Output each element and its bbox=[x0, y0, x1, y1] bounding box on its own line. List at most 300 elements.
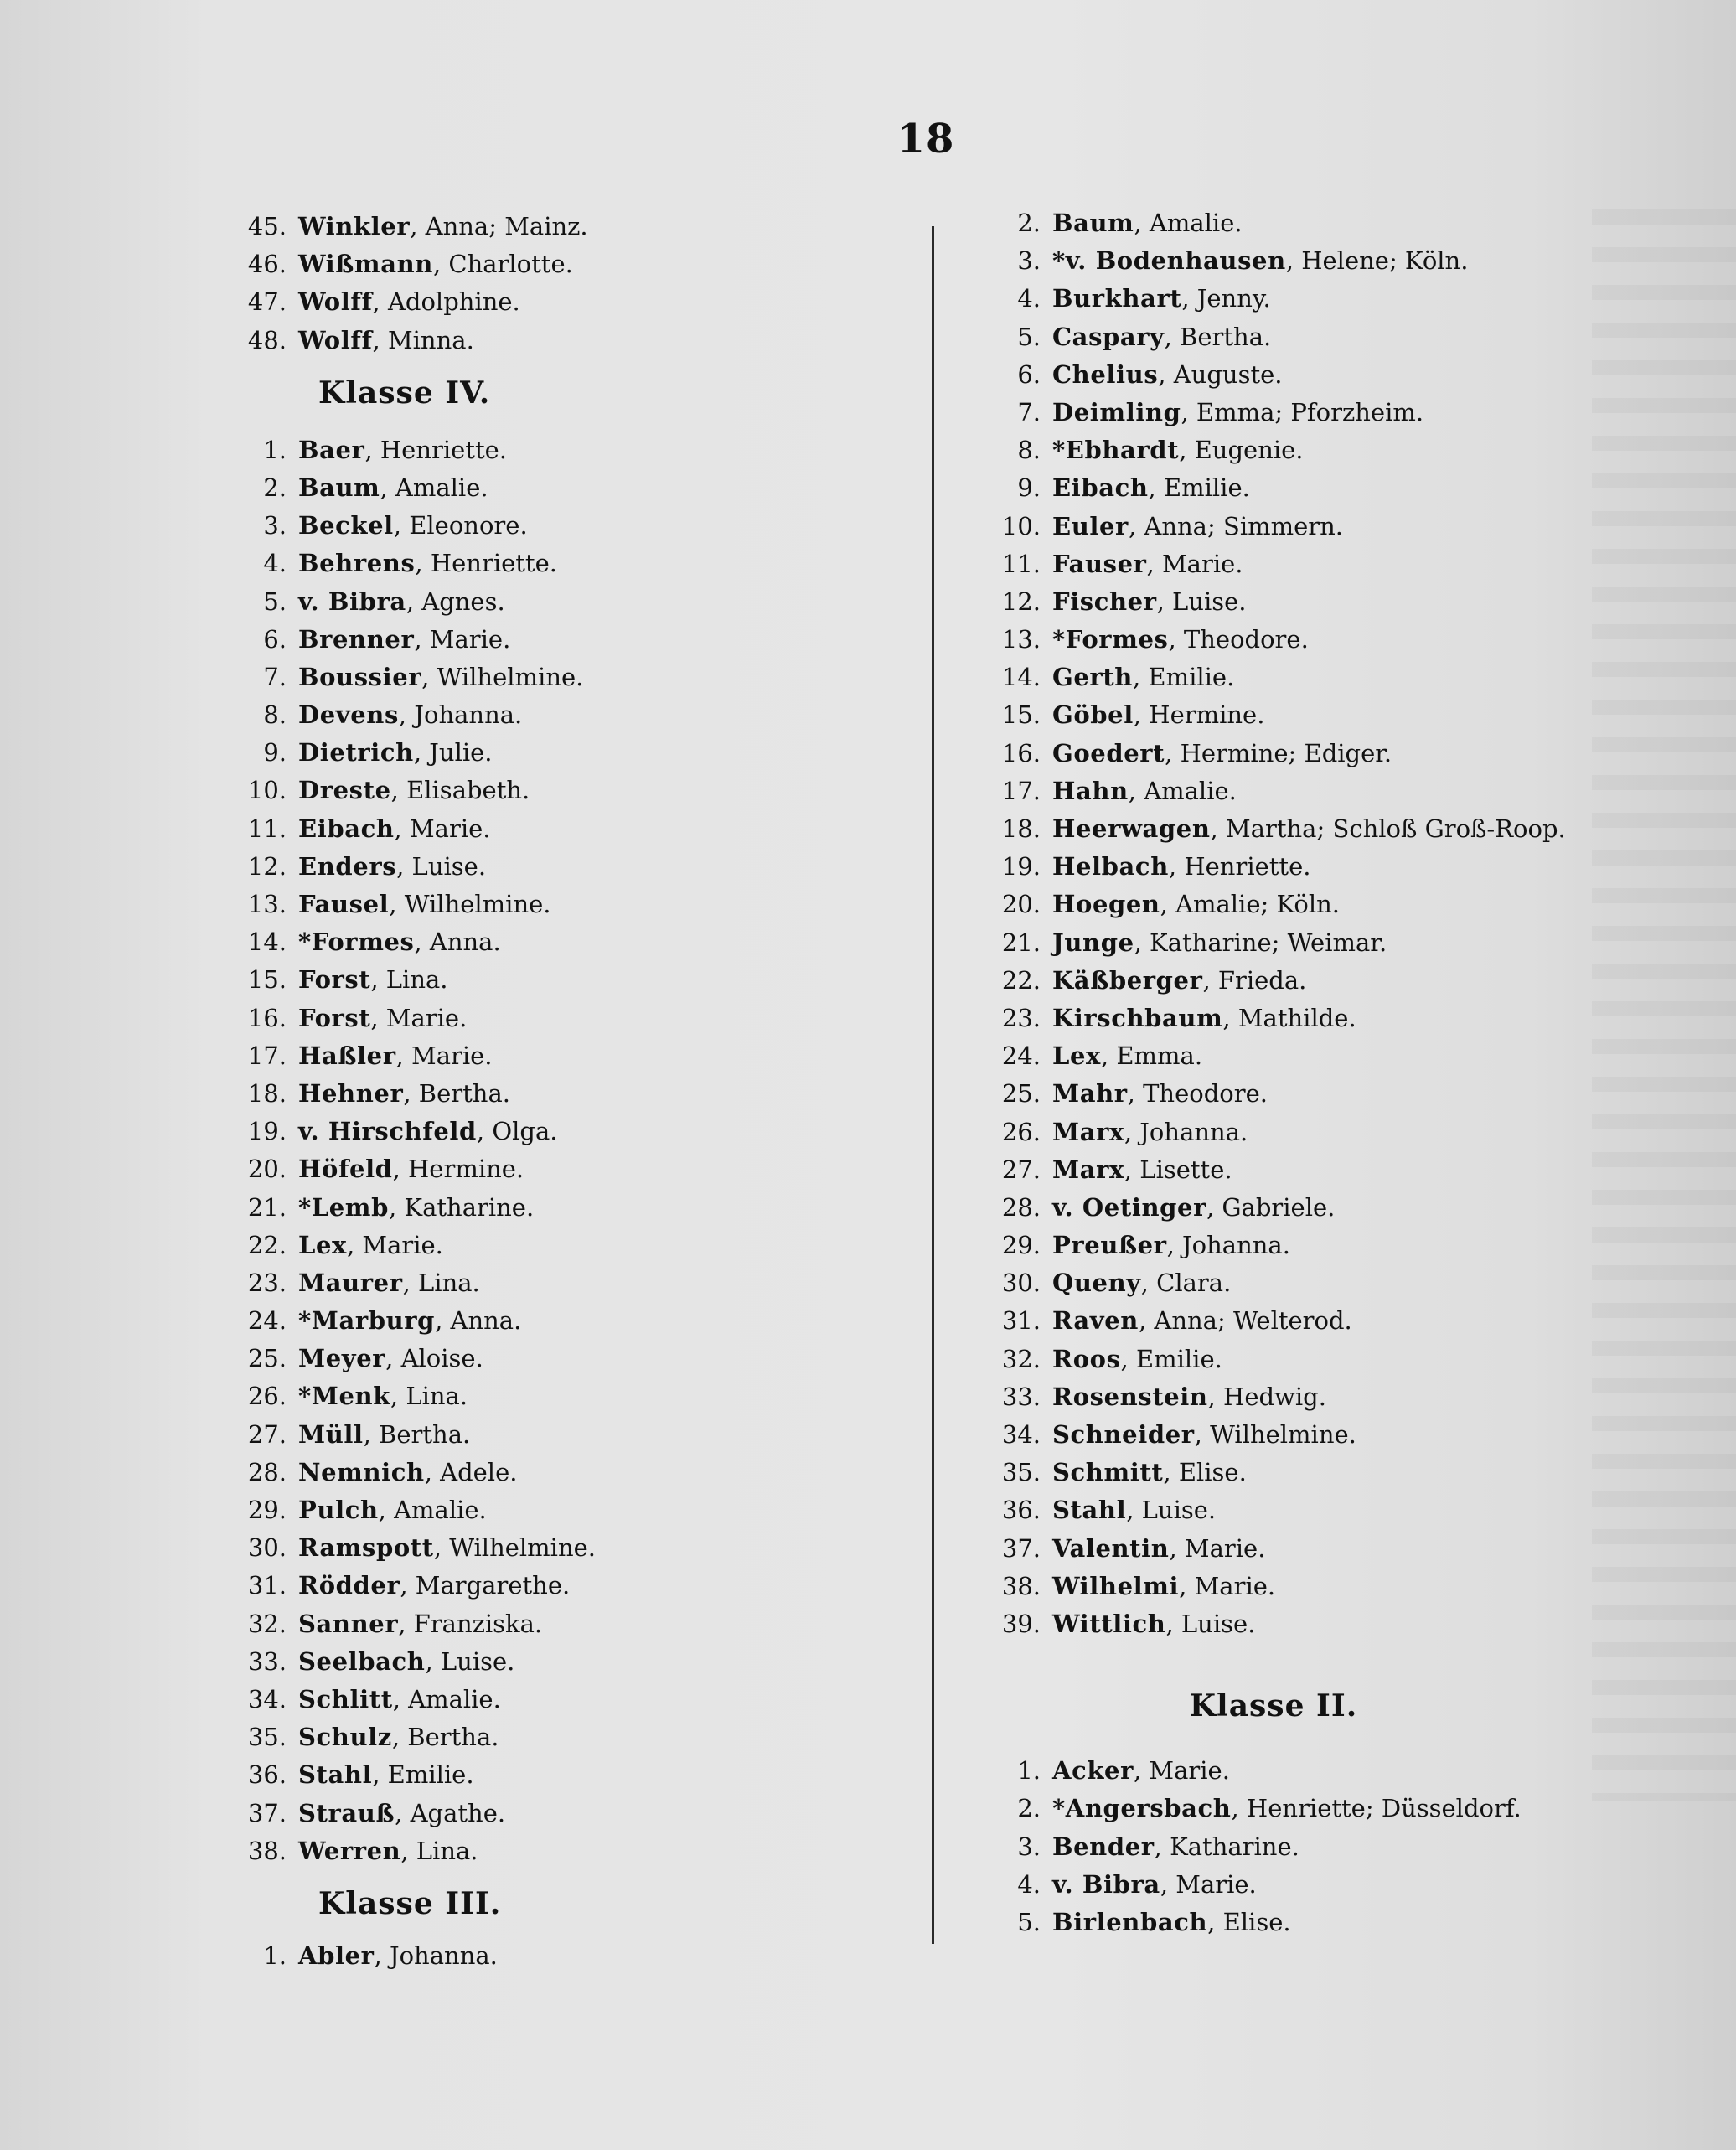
entry-number: 6. bbox=[1017, 359, 1041, 389]
list-item bbox=[218, 1189, 905, 1227]
entry-surname: Lex bbox=[298, 1230, 347, 1259]
entry-details: , Marie. bbox=[346, 1230, 443, 1259]
entry-number: 38. bbox=[247, 1836, 287, 1865]
entry-details: , Wilhelmine. bbox=[389, 890, 551, 918]
entry-surname: Marx bbox=[1052, 1117, 1124, 1146]
entry-surname: Müll bbox=[298, 1419, 364, 1449]
list-item bbox=[972, 696, 1575, 734]
entry-number: 20. bbox=[1001, 890, 1041, 919]
list-item bbox=[218, 1529, 905, 1567]
heading-klasse-iv: Klasse IV. bbox=[318, 375, 491, 411]
entry-surname: Haßler bbox=[298, 1041, 396, 1070]
entry-surname: Göbel bbox=[1052, 700, 1134, 730]
list-item bbox=[218, 208, 905, 245]
list-item bbox=[218, 469, 905, 507]
entry-surname: Schmitt bbox=[1052, 1458, 1164, 1487]
entry-number: 26. bbox=[1001, 1117, 1041, 1146]
list-item bbox=[218, 1227, 905, 1264]
list-item bbox=[972, 1454, 1575, 1491]
entry-number: 19. bbox=[1001, 852, 1041, 881]
klasse-iii-list bbox=[218, 1937, 905, 1975]
entry-details: , Franziska. bbox=[398, 1609, 543, 1638]
entry-surname: Dreste bbox=[298, 776, 391, 805]
list-item bbox=[972, 318, 1575, 356]
entry-surname: Valentin bbox=[1052, 1533, 1170, 1563]
entry-surname: Helbach bbox=[1052, 852, 1169, 881]
entry-surname: Chelius bbox=[1052, 359, 1159, 389]
entry-surname: Strauß bbox=[298, 1798, 395, 1827]
entry-details: , Amalie. bbox=[392, 1684, 501, 1713]
entry-number: 14. bbox=[1001, 663, 1041, 692]
entry-number: 35. bbox=[1001, 1458, 1041, 1487]
list-item bbox=[972, 356, 1575, 394]
entry-number: 29. bbox=[247, 1496, 287, 1524]
entry-details: , Helene; Köln. bbox=[1285, 246, 1469, 276]
entry-number: 12. bbox=[247, 851, 287, 881]
entry-number: 27. bbox=[247, 1419, 287, 1449]
list-item bbox=[972, 924, 1575, 962]
entry-number: 18. bbox=[1001, 814, 1041, 843]
entry-details: , Henriette. bbox=[364, 435, 507, 464]
list-item bbox=[218, 734, 905, 772]
entry-number: 21. bbox=[1001, 928, 1041, 957]
entry-number: 8. bbox=[1017, 436, 1041, 465]
entry-number: 31. bbox=[1001, 1306, 1041, 1336]
entry-details: , Amalie. bbox=[1134, 209, 1243, 237]
entry-details: , Elisabeth. bbox=[390, 776, 530, 805]
entry-surname: Heerwagen bbox=[1052, 814, 1211, 843]
entry-number: 3. bbox=[1017, 1832, 1041, 1861]
entry-details: , Luise. bbox=[1165, 1609, 1256, 1638]
entry-details: , Eugenie. bbox=[1179, 436, 1304, 465]
entry-number: 20. bbox=[247, 1155, 287, 1184]
entry-number: 3. bbox=[263, 511, 287, 540]
entry-details: , Marie. bbox=[1146, 549, 1243, 578]
list-item bbox=[972, 886, 1575, 923]
entry-number: 31. bbox=[247, 1571, 287, 1600]
list-item bbox=[972, 1000, 1575, 1037]
entry-number: 9. bbox=[1017, 473, 1041, 503]
entry-details: , Wilhelmine. bbox=[433, 1533, 597, 1563]
right-column bbox=[972, 204, 1575, 1941]
entry-details: , Anna; Welterod. bbox=[1138, 1306, 1352, 1336]
entry-details: , Bertha. bbox=[403, 1078, 510, 1108]
list-item bbox=[972, 848, 1575, 886]
entry-number: 4. bbox=[1017, 1869, 1041, 1899]
entry-details: , Bertha. bbox=[363, 1419, 471, 1449]
entry-details: , Katharine; Weimar. bbox=[1134, 928, 1387, 957]
entry-surname: Maurer bbox=[298, 1268, 403, 1297]
entry-surname: Pulch bbox=[298, 1496, 379, 1524]
entry-details: , Hermine. bbox=[392, 1155, 524, 1184]
entry-details: , Amalie. bbox=[380, 473, 488, 502]
entry-number: 14. bbox=[247, 928, 287, 957]
entry-details: , Eleonore. bbox=[393, 511, 528, 540]
entry-number: 29. bbox=[1001, 1231, 1041, 1260]
entry-details: , Amalie; Köln. bbox=[1160, 890, 1340, 919]
entry-surname: Winkler bbox=[298, 212, 411, 240]
list-item bbox=[218, 1795, 905, 1832]
entry-details: , Martha; Schloß Groß-Roop. bbox=[1210, 814, 1566, 843]
list-item bbox=[218, 1832, 905, 1870]
entry-surname: Goedert bbox=[1052, 738, 1165, 767]
entry-surname: *v. Bodenhausen bbox=[1052, 246, 1286, 276]
entry-number: 36. bbox=[1001, 1496, 1041, 1525]
entry-number: 13. bbox=[1001, 625, 1041, 654]
entry-number: 1. bbox=[263, 435, 287, 464]
entry-number: 23. bbox=[1001, 1003, 1041, 1032]
entry-number: 22. bbox=[247, 1230, 287, 1259]
entry-number: 7. bbox=[1017, 397, 1041, 426]
entry-number: 6. bbox=[263, 624, 287, 654]
entry-surname: Wittlich bbox=[1052, 1609, 1166, 1638]
entry-number: 26. bbox=[247, 1382, 287, 1411]
entry-details: , Marie. bbox=[394, 814, 491, 843]
entry-surname: Enders bbox=[298, 851, 397, 881]
entry-surname: Deimling bbox=[1052, 397, 1181, 426]
list-item bbox=[218, 1416, 905, 1454]
list-item bbox=[972, 1491, 1575, 1529]
entry-number: 48. bbox=[247, 325, 287, 354]
entry-details: , Bertha. bbox=[391, 1723, 499, 1752]
list-item bbox=[218, 923, 905, 961]
entry-details: , Anna. bbox=[414, 928, 501, 957]
entry-surname: *Ebhardt bbox=[1052, 436, 1180, 465]
list-item bbox=[972, 394, 1575, 432]
entry-surname: Werren bbox=[298, 1836, 401, 1865]
entry-surname: Bender bbox=[1052, 1832, 1155, 1861]
entry-surname: *Formes bbox=[298, 928, 415, 957]
entry-details: , Luise. bbox=[425, 1646, 515, 1676]
entry-number: 19. bbox=[247, 1117, 287, 1146]
entry-number: 11. bbox=[247, 814, 287, 843]
entry-details: , Adolphine. bbox=[372, 287, 520, 317]
entry-number: 39. bbox=[1001, 1609, 1041, 1638]
entry-details: , Marie. bbox=[1133, 1756, 1230, 1786]
entry-surname: *Menk bbox=[298, 1382, 390, 1411]
entry-details: , Lina. bbox=[370, 965, 448, 995]
entry-number: 30. bbox=[1001, 1269, 1041, 1298]
entry-number: 25. bbox=[247, 1344, 287, 1373]
entry-number: 37. bbox=[247, 1798, 287, 1827]
list-item bbox=[972, 242, 1575, 280]
list-item bbox=[972, 773, 1575, 810]
list-item bbox=[218, 322, 905, 359]
entry-details: , Katharine. bbox=[388, 1192, 535, 1222]
entry-surname: Seelbach bbox=[298, 1646, 426, 1676]
entry-details: , Luise. bbox=[1126, 1496, 1217, 1525]
entry-details: , Marie. bbox=[1169, 1533, 1266, 1563]
entry-details: , Johanna. bbox=[1166, 1231, 1290, 1260]
entry-surname: Roos bbox=[1052, 1344, 1121, 1373]
entry-surname: Mahr bbox=[1052, 1079, 1128, 1109]
entry-surname: Acker bbox=[1052, 1756, 1134, 1786]
entry-details: , Anna; Mainz. bbox=[410, 212, 588, 240]
entry-details: , Aloise. bbox=[385, 1344, 483, 1373]
entry-number: 32. bbox=[1001, 1344, 1041, 1373]
page-number: 18 bbox=[896, 116, 955, 163]
list-item bbox=[972, 204, 1575, 242]
entry-surname: Fauser bbox=[1052, 549, 1147, 578]
list-item bbox=[218, 961, 905, 999]
entry-number: 30. bbox=[247, 1533, 287, 1563]
entry-number: 10. bbox=[247, 776, 287, 805]
entry-surname: Fausel bbox=[298, 890, 390, 918]
entry-details: , Henriette. bbox=[1168, 852, 1311, 881]
list-item bbox=[218, 886, 905, 923]
entry-surname: Behrens bbox=[298, 549, 416, 578]
entry-number: 7. bbox=[263, 662, 287, 691]
column-divider bbox=[932, 226, 934, 1944]
list-item bbox=[972, 1189, 1575, 1227]
list-item bbox=[972, 280, 1575, 318]
entry-number: 4. bbox=[263, 549, 287, 578]
entry-details: , Emilie. bbox=[372, 1760, 474, 1790]
list-item bbox=[972, 1378, 1575, 1416]
entry-surname: *Lemb bbox=[298, 1192, 389, 1222]
entry-surname: Brenner bbox=[298, 624, 415, 654]
entry-details: , Agathe. bbox=[395, 1798, 506, 1827]
entry-number: 33. bbox=[1001, 1382, 1041, 1411]
list-item bbox=[218, 1264, 905, 1302]
entry-number: 18. bbox=[247, 1078, 287, 1108]
entry-details: , Marie. bbox=[395, 1041, 493, 1070]
entry-details: , Emilie. bbox=[1148, 473, 1250, 503]
list-item bbox=[972, 810, 1575, 848]
entry-number: 25. bbox=[1001, 1079, 1041, 1109]
entry-number: 2. bbox=[1017, 1794, 1041, 1823]
list-item bbox=[972, 469, 1575, 507]
entry-details: , Marie. bbox=[414, 624, 511, 654]
entry-details: , Charlotte. bbox=[432, 250, 573, 279]
entry-surname: *Angersbach bbox=[1052, 1794, 1232, 1823]
entry-details: , Lina. bbox=[390, 1382, 468, 1411]
entry-details: , Luise. bbox=[396, 851, 487, 881]
entry-details: , Henriette; Düsseldorf. bbox=[1231, 1794, 1522, 1823]
entry-surname: Forst bbox=[298, 1003, 371, 1032]
list-item bbox=[972, 1605, 1575, 1643]
entry-number: 15. bbox=[1001, 700, 1041, 730]
entry-number: 27. bbox=[1001, 1155, 1041, 1184]
entry-surname: Sanner bbox=[298, 1609, 399, 1638]
entry-surname: v. Hirschfeld bbox=[298, 1117, 477, 1146]
entry-number: 1. bbox=[263, 1941, 287, 1970]
entry-surname: Höfeld bbox=[298, 1155, 393, 1184]
entry-surname: Wolff bbox=[298, 325, 373, 354]
list-item bbox=[218, 810, 905, 848]
list-item bbox=[218, 245, 905, 283]
entry-details: , Anna. bbox=[435, 1306, 522, 1336]
entry-surname: Raven bbox=[1052, 1306, 1139, 1336]
entry-details: , Julie. bbox=[413, 738, 493, 767]
entry-surname: Stahl bbox=[298, 1760, 373, 1790]
list-item bbox=[972, 1530, 1575, 1568]
list-item bbox=[218, 1340, 905, 1377]
entry-number: 4. bbox=[1017, 284, 1041, 313]
heading-klasse-iii: Klasse III. bbox=[318, 1885, 502, 1921]
list-item bbox=[972, 432, 1575, 469]
list-item bbox=[218, 1681, 905, 1718]
entry-surname: Stahl bbox=[1052, 1496, 1127, 1525]
entry-surname: Meyer bbox=[298, 1344, 386, 1373]
list-item bbox=[218, 1000, 905, 1037]
entry-number: 24. bbox=[247, 1306, 287, 1336]
entry-surname: Eibach bbox=[298, 814, 395, 843]
entry-surname: Wilhelmi bbox=[1052, 1571, 1180, 1600]
list-item bbox=[972, 1568, 1575, 1605]
list-item bbox=[972, 508, 1575, 545]
entry-surname: Schulz bbox=[298, 1723, 392, 1752]
list-item bbox=[972, 583, 1575, 621]
entry-surname: *Formes bbox=[1052, 625, 1169, 654]
list-item bbox=[972, 621, 1575, 659]
entry-surname: Caspary bbox=[1052, 322, 1165, 351]
entry-details: , Adele. bbox=[424, 1457, 518, 1486]
entry-details: , Marie. bbox=[1160, 1869, 1257, 1899]
entry-surname: v. Oetinger bbox=[1052, 1192, 1206, 1222]
entry-surname: Dietrich bbox=[298, 738, 414, 767]
entry-details: , Emilie. bbox=[1132, 663, 1235, 692]
entry-surname: Queny bbox=[1052, 1269, 1141, 1298]
entry-details: , Hedwig. bbox=[1207, 1382, 1326, 1411]
entry-number: 8. bbox=[263, 700, 287, 730]
list-item bbox=[218, 848, 905, 886]
list-item bbox=[972, 1037, 1575, 1075]
entry-number: 32. bbox=[247, 1609, 287, 1638]
entry-surname: Kirschbaum bbox=[1052, 1003, 1223, 1032]
list-item bbox=[972, 1790, 1575, 1827]
entry-surname: Forst bbox=[298, 965, 371, 995]
entry-number: 16. bbox=[1001, 738, 1041, 767]
entry-details: , Lisette. bbox=[1124, 1155, 1232, 1184]
entry-surname: Hahn bbox=[1052, 776, 1129, 805]
entry-surname: Hoegen bbox=[1052, 890, 1160, 919]
list-item bbox=[218, 1075, 905, 1113]
list-item bbox=[218, 696, 905, 734]
entry-details: , Lina. bbox=[402, 1268, 480, 1297]
list-item bbox=[972, 1114, 1575, 1151]
entry-surname: Baum bbox=[1052, 209, 1134, 237]
entry-surname: Burkhart bbox=[1052, 284, 1182, 313]
list-item bbox=[972, 1227, 1575, 1264]
list-item bbox=[218, 432, 905, 469]
entry-details: , Elise. bbox=[1163, 1458, 1247, 1487]
list-item bbox=[972, 1075, 1575, 1113]
entry-number: 1. bbox=[1017, 1756, 1041, 1786]
list-item bbox=[218, 1377, 905, 1415]
entry-details: , Bertha. bbox=[1164, 322, 1272, 351]
entry-number: 2. bbox=[263, 473, 287, 502]
entry-number: 2. bbox=[1017, 209, 1041, 237]
entry-number: 34. bbox=[1001, 1420, 1041, 1449]
list-item bbox=[972, 962, 1575, 1000]
entry-surname: Schlitt bbox=[298, 1684, 393, 1713]
entry-details: , Olga. bbox=[476, 1117, 558, 1146]
entry-number: 3. bbox=[1017, 246, 1041, 276]
list-item bbox=[218, 1491, 905, 1529]
entry-details: , Agnes. bbox=[406, 587, 505, 616]
entry-surname: Käßberger bbox=[1052, 965, 1203, 995]
entry-surname: Lex bbox=[1052, 1041, 1101, 1071]
entry-details: , Johanna. bbox=[1124, 1117, 1248, 1146]
entry-surname: Devens bbox=[298, 700, 399, 730]
entry-number: 36. bbox=[247, 1760, 287, 1790]
entry-number: 45. bbox=[247, 212, 287, 240]
entry-surname: Schneider bbox=[1052, 1420, 1195, 1449]
klasse-iv-list bbox=[218, 432, 905, 1870]
entry-details: , Clara. bbox=[1140, 1269, 1232, 1298]
entry-surname: Birlenbach bbox=[1052, 1907, 1208, 1936]
entry-details: , Gabriele. bbox=[1206, 1192, 1336, 1222]
entry-number: 47. bbox=[247, 287, 287, 317]
entry-number: 23. bbox=[247, 1268, 287, 1297]
heading-klasse-ii: Klasse II. bbox=[1189, 1688, 1358, 1724]
list-item bbox=[218, 1756, 905, 1794]
entry-details: , Katharine. bbox=[1154, 1832, 1299, 1861]
entry-surname: Fischer bbox=[1052, 587, 1157, 616]
entry-number: 37. bbox=[1001, 1533, 1041, 1563]
list-item bbox=[972, 1151, 1575, 1189]
list-item bbox=[218, 1454, 905, 1491]
entry-surname: Wolff bbox=[298, 287, 373, 317]
entry-details: , Emma. bbox=[1100, 1041, 1203, 1071]
entry-details: , Johanna. bbox=[374, 1941, 498, 1970]
list-item bbox=[218, 583, 905, 621]
entry-details: , Anna; Simmern. bbox=[1128, 511, 1344, 540]
entry-details: , Minna. bbox=[372, 325, 474, 354]
entry-number: 15. bbox=[247, 965, 287, 995]
list-item bbox=[972, 1904, 1575, 1941]
entry-surname: Wißmann bbox=[298, 250, 433, 279]
list-item bbox=[972, 1866, 1575, 1904]
list-item bbox=[218, 1113, 905, 1150]
entry-details: , Jenny. bbox=[1181, 284, 1271, 313]
entry-surname: Baum bbox=[298, 473, 380, 502]
klasse-ii-list bbox=[972, 1752, 1575, 1941]
entry-surname: Baer bbox=[298, 435, 365, 464]
list-item bbox=[218, 1037, 905, 1075]
list-item bbox=[218, 1567, 905, 1605]
entry-number: 10. bbox=[1001, 511, 1041, 540]
entry-number: 38. bbox=[1001, 1571, 1041, 1600]
entry-surname: Marx bbox=[1052, 1155, 1124, 1184]
list-item bbox=[218, 507, 905, 545]
entry-details: , Margarethe. bbox=[400, 1571, 571, 1600]
entry-details: , Theodore. bbox=[1168, 625, 1309, 654]
entry-details: , Marie. bbox=[370, 1003, 468, 1032]
entry-surname: Nemnich bbox=[298, 1457, 425, 1486]
list-item bbox=[218, 1937, 905, 1975]
entry-number: 33. bbox=[247, 1646, 287, 1676]
entry-surname: Hehner bbox=[298, 1078, 404, 1108]
entry-number: 12. bbox=[1001, 587, 1041, 616]
entry-details: , Emma; Pforzheim. bbox=[1181, 397, 1424, 426]
entry-surname: Junge bbox=[1052, 928, 1134, 957]
entry-number: 9. bbox=[263, 738, 287, 767]
right-lead-list bbox=[972, 204, 1575, 1643]
list-item bbox=[972, 735, 1575, 773]
entry-surname: Preußer bbox=[1052, 1231, 1167, 1260]
entry-number: 24. bbox=[1001, 1041, 1041, 1071]
entry-number: 5. bbox=[263, 587, 287, 616]
entry-details: , Marie. bbox=[1179, 1571, 1276, 1600]
list-item bbox=[218, 1150, 905, 1188]
list-item bbox=[972, 1302, 1575, 1340]
entry-surname: Beckel bbox=[298, 511, 394, 540]
entry-surname: v. Bibra bbox=[1052, 1869, 1160, 1899]
entry-details: , Lina. bbox=[400, 1836, 478, 1865]
list-item bbox=[972, 1264, 1575, 1302]
